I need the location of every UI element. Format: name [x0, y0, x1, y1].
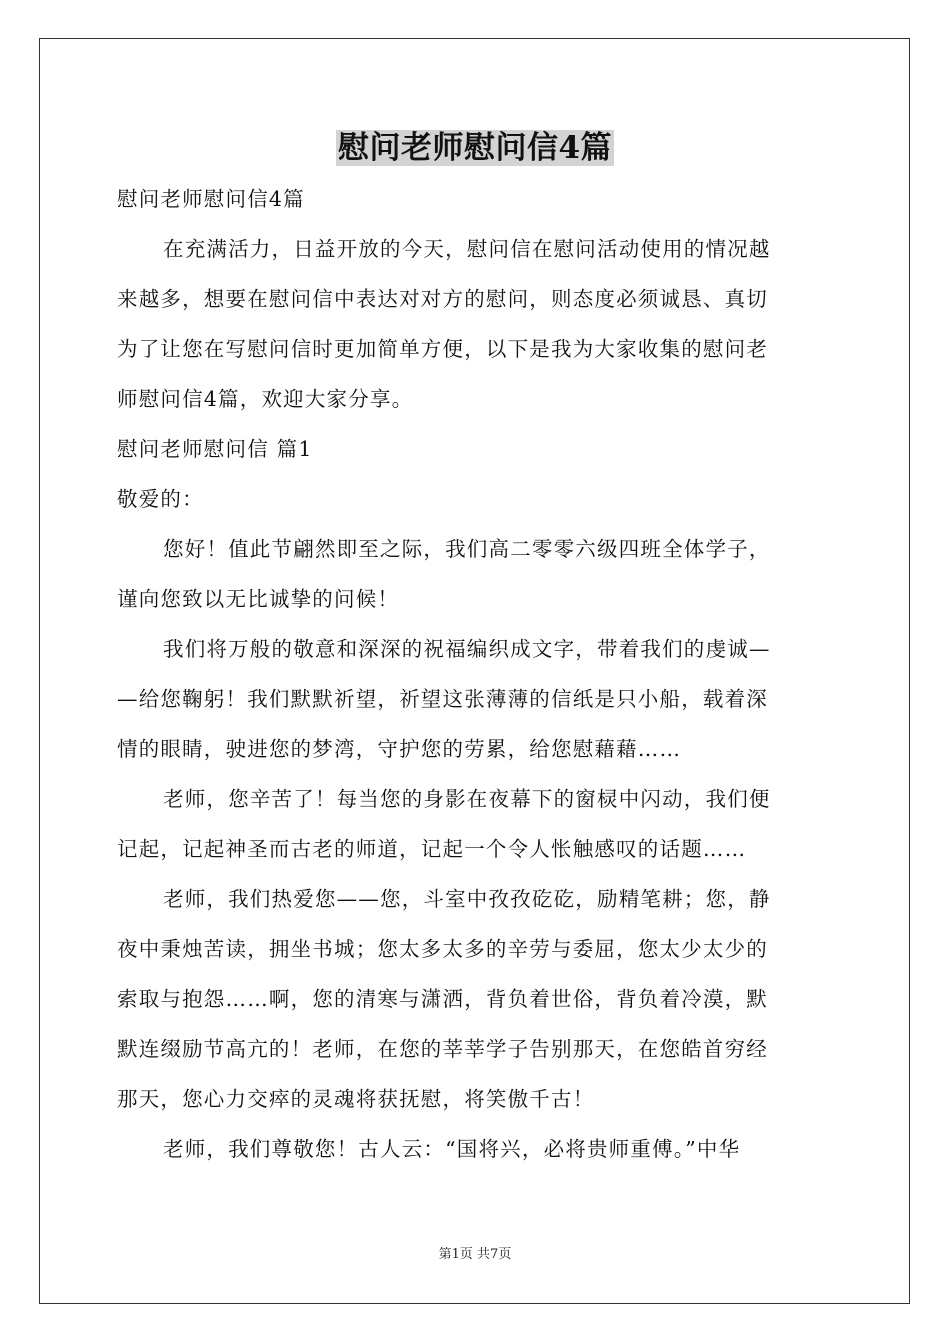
- paragraph-line: 老师，我们尊敬您！古人云：“国将兴，必将贵师重傅。”中华: [163, 1137, 741, 1161]
- paragraph-line: 来越多，想要在慰问信中表达对对方的慰问，则态度必须诚恳、真切: [117, 287, 768, 311]
- paragraph-line: 情的眼睛，驶进您的梦湾，守护您的劳累，给您慰藉藉……: [117, 737, 682, 761]
- paragraph-line: 索取与抱怨……啊，您的清寒与潇洒，背负着世俗，背负着冷漠，默: [117, 987, 768, 1011]
- paragraph-line: 默连缀励节高亢的！老师，在您的莘莘学子告别那天，在您皓首穷经: [117, 1037, 768, 1061]
- page-frame: [39, 38, 910, 1304]
- paragraph-line: 老师，我们热爱您——您，斗室中孜孜矻矻，励精笔耕；您，静: [163, 887, 771, 911]
- paragraph-line: 那天，您心力交瘁的灵魂将获抚慰，将笑傲千古！: [117, 1087, 595, 1111]
- section-heading: 慰问老师慰问信 篇1: [117, 437, 313, 461]
- document-title: 慰问老师慰问信4篇: [337, 130, 613, 166]
- paragraph-line: 谨向您致以无比诚挚的问候！: [117, 587, 400, 611]
- paragraph-line: 师慰问信4篇，欢迎大家分享。: [117, 387, 414, 411]
- paragraph-line: 您好！值此节翩然即至之际，我们高二零零六级四班全体学子，: [163, 537, 771, 561]
- subtitle-line: 慰问老师慰问信4篇: [117, 187, 305, 211]
- paragraph-line: 夜中秉烛苦读，拥坐书城；您太多太多的辛劳与委屈，您太少太少的: [117, 937, 768, 961]
- paragraph-line: 我们将万般的敬意和深深的祝福编织成文字，带着我们的虔诚—: [163, 637, 771, 661]
- salutation: 敬爱的：: [117, 487, 204, 511]
- page-footer: 第1页 共7页: [438, 1247, 512, 1262]
- paragraph-line: —给您鞠躬！我们默默祈望，祈望这张薄薄的信纸是只小船，载着深: [117, 687, 768, 711]
- paragraph-line: 老师，您辛苦了！每当您的身影在夜幕下的窗棂中闪动，我们便: [163, 787, 771, 811]
- paragraph-line: 记起，记起神圣而古老的师道，记起一个令人怅触感叹的话题……: [117, 837, 747, 861]
- paragraph-line: 为了让您在写慰问信时更加简单方便，以下是我为大家收集的慰问老: [117, 337, 768, 361]
- paragraph-line: 在充满活力，日益开放的今天，慰问信在慰问活动使用的情况越: [163, 237, 771, 261]
